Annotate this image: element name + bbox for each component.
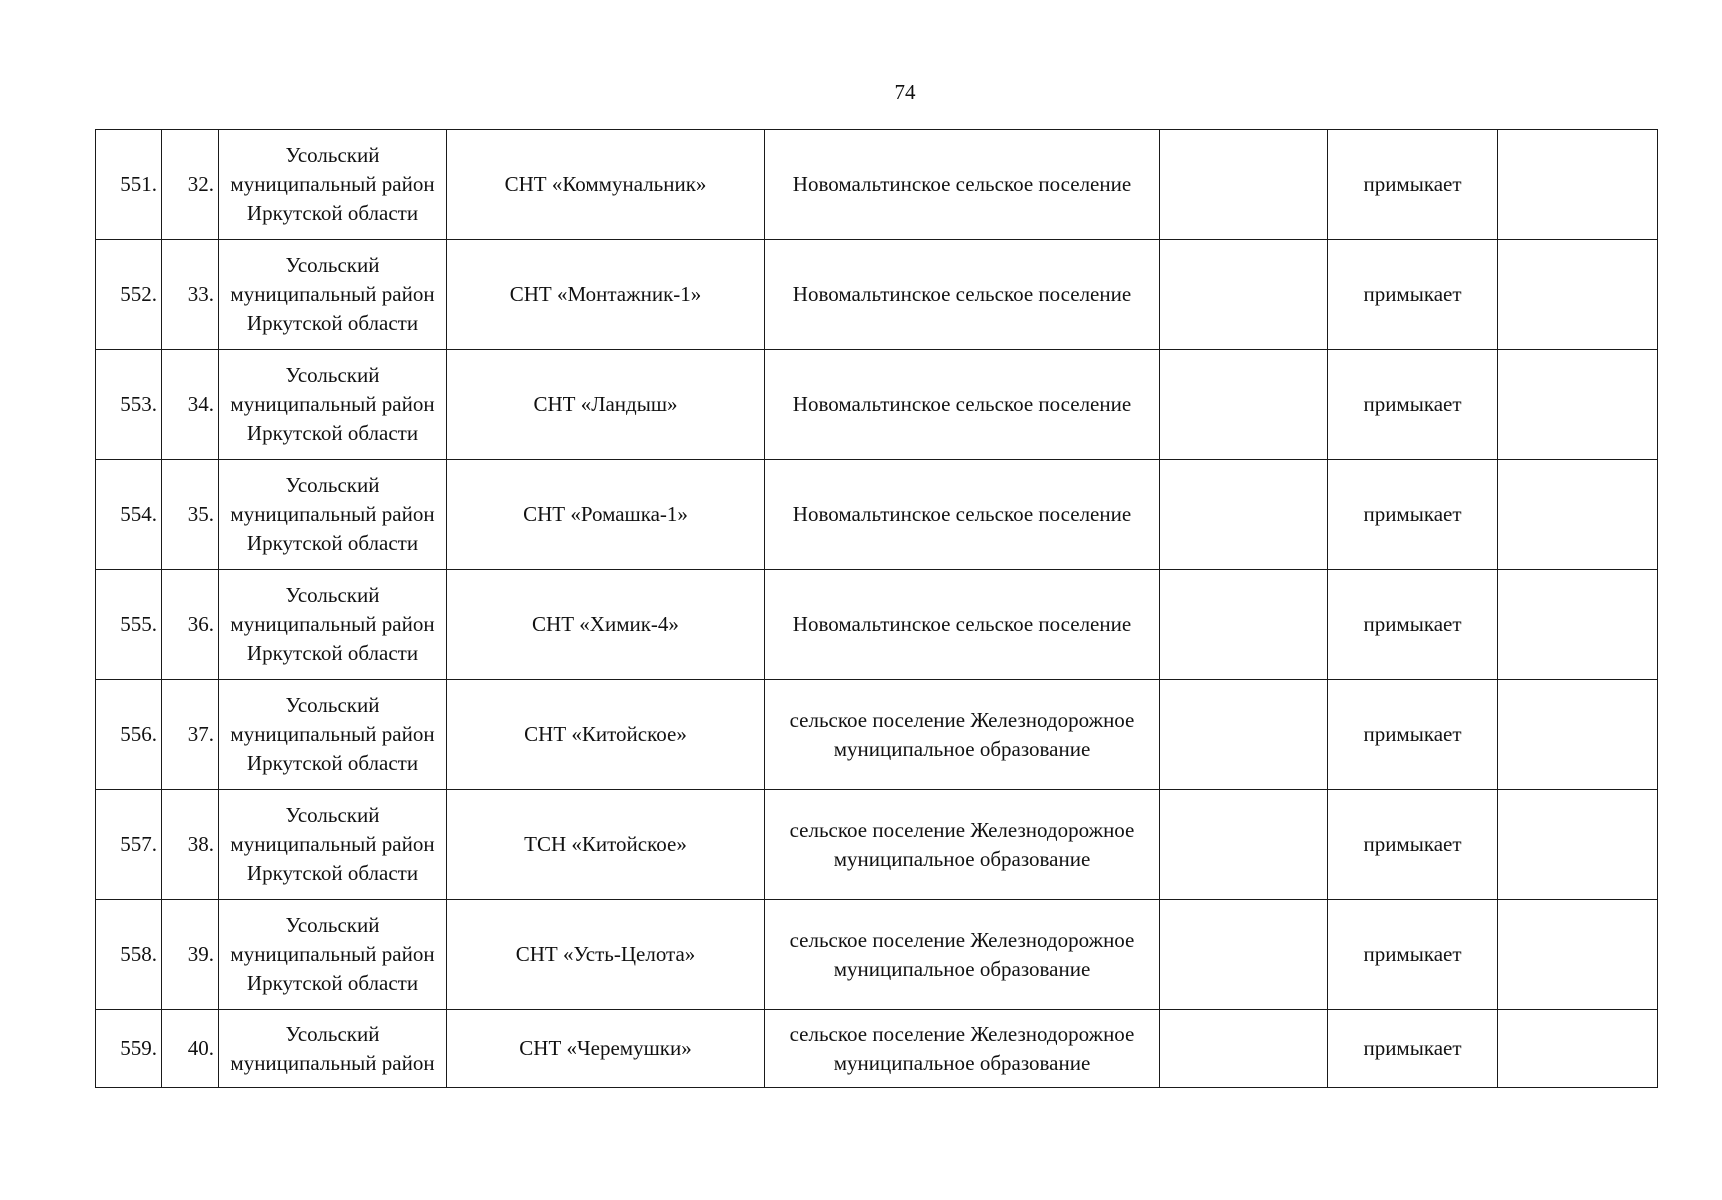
settlement-cell: сельское поселение Железнодорожное муниципальное образование	[765, 790, 1160, 900]
status-cell: примыкает	[1328, 460, 1498, 570]
row-subnumber: 34.	[162, 350, 219, 460]
table-row	[96, 350, 1658, 460]
district-cell: Усольский муниципальный район Иркутской области	[219, 350, 447, 460]
organization-name-cell: СНТ «Коммунальник»	[447, 130, 765, 240]
status-cell: примыкает	[1328, 130, 1498, 240]
row-subnumber: 35.	[162, 460, 219, 570]
settlement-cell: Новомальтинское сельское поселение	[765, 350, 1160, 460]
empty-cell	[1160, 570, 1328, 680]
status-cell: примыкает	[1328, 570, 1498, 680]
empty-cell	[1160, 130, 1328, 240]
row-number: 557.	[96, 790, 162, 900]
row-subnumber: 38.	[162, 790, 219, 900]
note-cell	[1498, 1010, 1658, 1088]
empty-cell	[1160, 240, 1328, 350]
settlement-cell: сельское поселение Железнодорожное муниципальное образование	[765, 1010, 1160, 1088]
table-row	[96, 680, 1658, 790]
settlement-cell: Новомальтинское сельское поселение	[765, 570, 1160, 680]
organization-name-cell: СНТ «Ромашка-1»	[447, 460, 765, 570]
table-row	[96, 900, 1658, 1010]
district-cell: Усольский муниципальный район Иркутской области	[219, 790, 447, 900]
page-number: 74	[894, 80, 916, 104]
row-number: 554.	[96, 460, 162, 570]
row-number: 556.	[96, 680, 162, 790]
district-cell: Усольский муниципальный район Иркутской области	[219, 900, 447, 1010]
note-cell	[1498, 130, 1658, 240]
status-cell: примыкает	[1328, 1010, 1498, 1088]
status-cell: примыкает	[1328, 350, 1498, 460]
note-cell	[1498, 460, 1658, 570]
status-cell: примыкает	[1328, 790, 1498, 900]
settlement-cell: Новомальтинское сельское поселение	[765, 240, 1160, 350]
row-subnumber: 36.	[162, 570, 219, 680]
district-cell: Усольский муниципальный район	[219, 1010, 447, 1088]
settlement-cell: сельское поселение Железнодорожное муниципальное образование	[765, 900, 1160, 1010]
note-cell	[1498, 680, 1658, 790]
table-row	[96, 570, 1658, 680]
empty-cell	[1160, 350, 1328, 460]
settlement-cell: Новомальтинское сельское поселение	[765, 130, 1160, 240]
status-cell: примыкает	[1328, 900, 1498, 1010]
row-number: 558.	[96, 900, 162, 1010]
row-subnumber: 37.	[162, 680, 219, 790]
row-number: 555.	[96, 570, 162, 680]
district-cell: Усольский муниципальный район Иркутской области	[219, 130, 447, 240]
row-number: 559.	[96, 1010, 162, 1088]
empty-cell	[1160, 460, 1328, 570]
organization-name-cell: СНТ «Ландыш»	[447, 350, 765, 460]
row-number: 553.	[96, 350, 162, 460]
row-subnumber: 40.	[162, 1010, 219, 1088]
status-cell: примыкает	[1328, 240, 1498, 350]
table-row	[96, 460, 1658, 570]
row-subnumber: 33.	[162, 240, 219, 350]
note-cell	[1498, 900, 1658, 1010]
organization-name-cell: СНТ «Химик-4»	[447, 570, 765, 680]
organization-name-cell: ТСН «Китойское»	[447, 790, 765, 900]
empty-cell	[1160, 680, 1328, 790]
organization-name-cell: СНТ «Черемушки»	[447, 1010, 765, 1088]
row-number: 552.	[96, 240, 162, 350]
settlement-cell: сельское поселение Железнодорожное муниципальное образование	[765, 680, 1160, 790]
status-cell: примыкает	[1328, 680, 1498, 790]
organization-name-cell: СНТ «Монтажник-1»	[447, 240, 765, 350]
note-cell	[1498, 350, 1658, 460]
organization-name-cell: СНТ «Усть-Целота»	[447, 900, 765, 1010]
district-cell: Усольский муниципальный район Иркутской области	[219, 680, 447, 790]
empty-cell	[1160, 790, 1328, 900]
organization-name-cell: СНТ «Китойское»	[447, 680, 765, 790]
district-cell: Усольский муниципальный район Иркутской области	[219, 570, 447, 680]
table-row	[96, 1010, 1658, 1088]
registry-table	[95, 129, 1658, 1088]
note-cell	[1498, 570, 1658, 680]
note-cell	[1498, 240, 1658, 350]
table-row	[96, 240, 1658, 350]
settlement-cell: Новомальтинское сельское поселение	[765, 460, 1160, 570]
empty-cell	[1160, 900, 1328, 1010]
row-subnumber: 39.	[162, 900, 219, 1010]
note-cell	[1498, 790, 1658, 900]
district-cell: Усольский муниципальный район Иркутской области	[219, 240, 447, 350]
table-row	[96, 790, 1658, 900]
table-row	[96, 130, 1658, 240]
row-number: 551.	[96, 130, 162, 240]
row-subnumber: 32.	[162, 130, 219, 240]
district-cell: Усольский муниципальный район Иркутской области	[219, 460, 447, 570]
empty-cell	[1160, 1010, 1328, 1088]
